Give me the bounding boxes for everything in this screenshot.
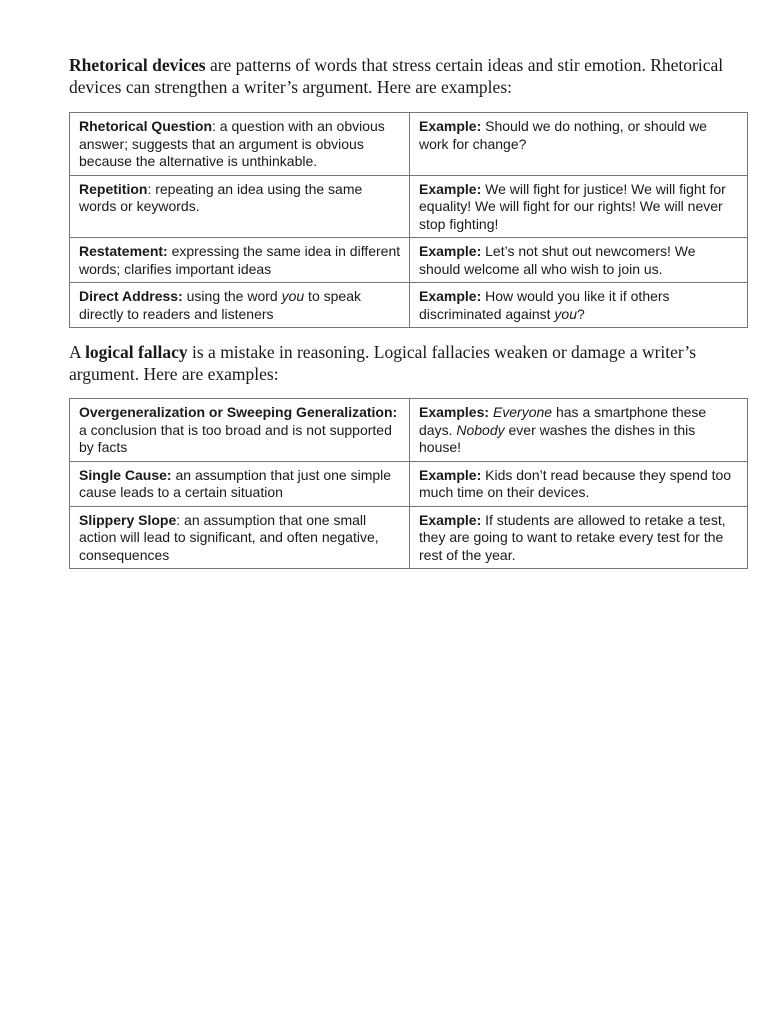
table-row	[70, 113, 748, 176]
intro-bold-term: Rhetorical devices	[69, 55, 206, 75]
example-text: Should we do nothing, or should we work for change?	[419, 118, 707, 152]
example-text: Let’s not shut out newcomers! We should welcome all who wish to join us.	[419, 243, 696, 277]
rhetorical-devices-table	[69, 112, 748, 328]
logical-fallacies-table	[69, 398, 748, 569]
definition-text-pre: using the word	[182, 288, 282, 304]
term-label: Slippery Slope	[79, 511, 177, 528]
example-text: If students are allowed to retake a test, they are going to want to retake every test for the rest of the year.	[419, 511, 726, 563]
table-row	[70, 506, 748, 569]
term-label: Repetition	[79, 180, 148, 197]
definition-cell	[70, 283, 410, 328]
term-label: Overgeneralization or Sweeping Generalization:	[79, 404, 398, 420]
table-row	[70, 283, 748, 328]
fallacy-intro-text: is a mistake in reasoning. Logical fallacies weaken or damage a writer’s argument. Here are examples:	[69, 342, 697, 384]
example-emphasis-2: Nobody	[456, 421, 505, 438]
example-cell	[410, 238, 748, 283]
example-cell	[410, 461, 748, 506]
example-text-pre: How would you like it if others discriminated against	[419, 288, 670, 322]
example-text-post: ever washes the dishes in this house!	[419, 421, 696, 455]
example-cell	[410, 175, 748, 238]
example-text-mid: has a smartphone these days.	[419, 404, 707, 438]
example-cell	[410, 283, 748, 328]
example-cell	[410, 399, 748, 462]
definition-cell	[70, 399, 410, 462]
example-text: Kids don’t read because they spend too much time on their devices.	[419, 466, 732, 500]
example-text-post: ?	[576, 305, 585, 322]
table-row	[70, 175, 748, 238]
example-label: Example:	[419, 243, 482, 259]
example-cell	[410, 113, 748, 176]
example-label: Example:	[419, 180, 482, 197]
definition-cell	[70, 506, 410, 569]
example-label: Example:	[419, 466, 482, 483]
definition-text-post: to speak directly to readers and listeners	[79, 288, 361, 322]
example-label: Example:	[419, 288, 482, 304]
term-label: Single Cause:	[79, 466, 172, 483]
definition-emphasis: you	[281, 288, 305, 304]
definition-cell	[70, 238, 410, 283]
definition-text: : a question with an obvious answer; suggests that an argument is obvious because the alternative is unthinkable.	[79, 118, 385, 169]
fallacy-intro-pre: A	[69, 342, 86, 362]
example-label: Example:	[419, 511, 482, 528]
definition-cell	[70, 461, 410, 506]
definition-text: : an assumption that one small action will lead to significant, and often negative, consequences	[79, 511, 379, 563]
table-row	[70, 238, 748, 283]
definition-cell	[70, 113, 410, 176]
example-cell	[410, 506, 748, 569]
fallacy-intro-bold-term: logical fallacy	[85, 342, 188, 362]
logical-fallacy-intro	[69, 341, 729, 385]
definition-text: expressing the same idea in different words; clarifies important ideas	[79, 243, 401, 277]
definition-cell	[70, 175, 410, 238]
definition-text: : repeating an idea using the same words or keywords.	[79, 180, 363, 214]
example-emphasis: you	[554, 305, 577, 322]
term-label: Rhetorical Question	[79, 118, 213, 134]
example-emphasis-1: Everyone	[492, 404, 553, 420]
example-label: Examples:	[419, 404, 490, 420]
example-text: We will fight for justice! We will fight for equality! We will fight for our rights! We will never stop fighting!	[419, 180, 726, 232]
table-row	[70, 461, 748, 506]
term-label: Direct Address:	[79, 288, 183, 304]
definition-text: a conclusion that is too broad and is not supported by facts	[79, 421, 392, 455]
intro-text: are patterns of words that stress certain ideas and stir emotion. Rhetorical devices can strengthen a writer’s argument. Here are examples:	[69, 55, 724, 97]
example-label: Example:	[419, 118, 482, 134]
table-row	[70, 399, 748, 462]
rhetorical-devices-intro	[69, 54, 729, 98]
term-label: Restatement:	[79, 243, 168, 259]
definition-text: an assumption that just one simple cause leads to a certain situation	[79, 466, 392, 500]
